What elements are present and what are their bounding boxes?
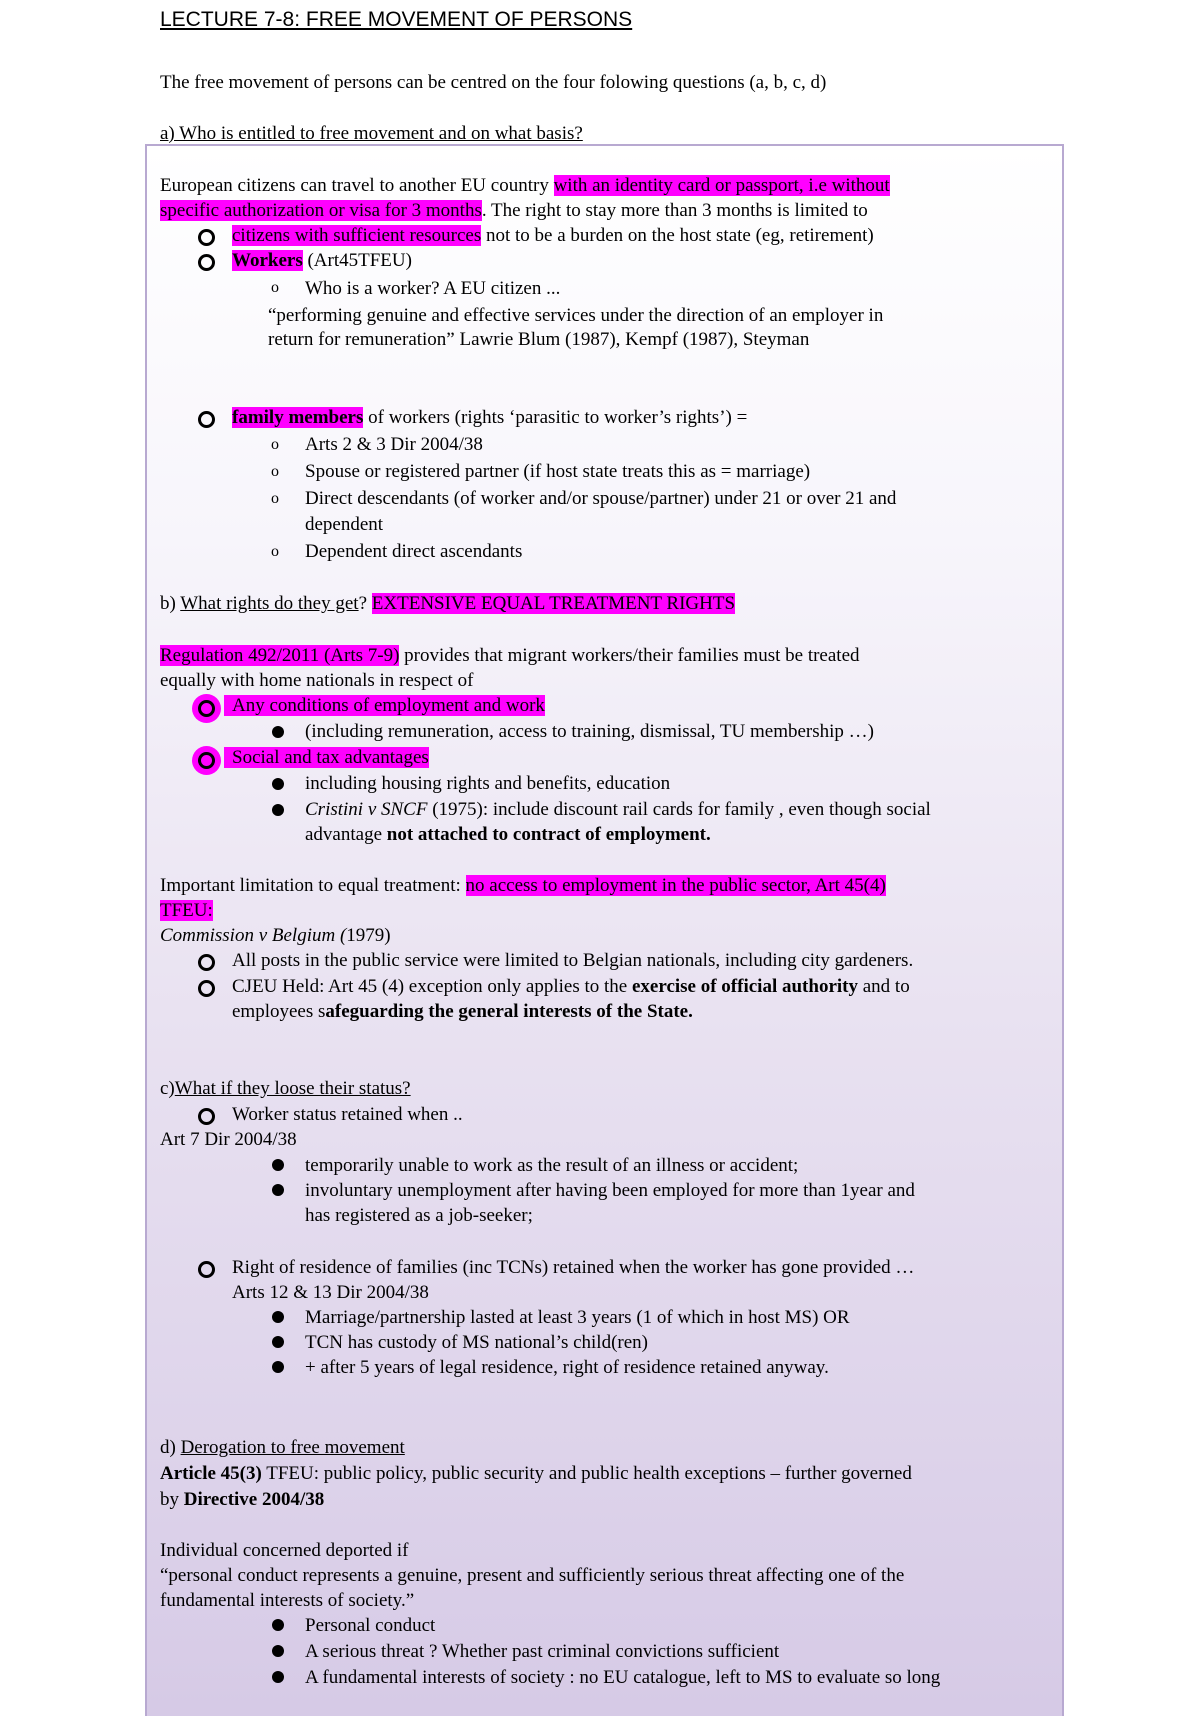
residence-sub1: Marriage/partnership lasted at least 3 years (1 of which in host MS) OR [305,1307,850,1328]
residence-sub3: + after 5 years of legal residence, right of residence retained anyway. [305,1357,829,1378]
section-a-p1-line2: specific authorization or visa for 3 months. The right to stay more than 3 months is limited to [160,200,868,221]
bullet-workers: Workers (Art45TFEU) [232,250,412,271]
residence-sub2: TCN has custody of MS national’s child(ren) [305,1332,649,1353]
hollow-bullet-icon [198,700,215,717]
hollow-bullet-icon [198,254,215,271]
filled-bullet-icon [272,1361,284,1373]
hollow-bullet-icon [198,980,215,997]
regulation-line1: Regulation 492/2011 (Arts 7-9) provides that migrant workers/their families must be treated [160,645,860,666]
case-title: Commission v Belgium (1979) [160,925,391,946]
quote-line2: return for remuneration” Lawrie Blum (1987), Kempf (1987), Steyman [268,329,810,350]
sub-descendants-cont: dependent [305,514,384,535]
filled-bullet-icon [272,726,284,738]
bullet-conditions: Any conditions of employment and work [224,695,545,717]
filled-bullet-icon [272,1184,284,1196]
social-sub1: including housing rights and benefits, education [305,773,671,794]
section-d-heading: d) Derogation to free movement [160,1437,405,1458]
conditions-sub: (including remuneration, access to training, dismissal, TU membership …) [305,721,874,742]
article-line2: by Directive 2004/38 [160,1489,325,1510]
section-a-heading: a) Who is entitled to free movement and on what basis? [160,123,583,144]
sub-bullet-icon: o [271,490,279,507]
case-bullet1: All posts in the public service were limited to Belgian nationals, including city gardeners. [232,950,914,971]
limitation-line2: TFEU: [160,900,213,921]
case-bullet2: CJEU Held: Art 45 (4) exception only applies to the exercise of official authority and to [232,976,910,997]
filled-bullet-icon [272,778,284,790]
sub-bullet-icon: o [271,543,279,560]
quote-line1: “performing genuine and effective services under the direction of an employer in [268,305,884,326]
status-sub1: temporarily unable to work as the result of an illness or accident; [305,1155,799,1176]
limitation-line1: Important limitation to equal treatment: no access to employment in the public sector, Art 45(4) [160,875,886,896]
filled-bullet-icon [272,804,284,816]
sub-spouse: Spouse or registered partner (if host state treats this as = marriage) [305,461,811,482]
residence-bullet: Right of residence of families (inc TCNs) retained when the worker has gone provided … [232,1257,915,1278]
social-sub2: Cristini v SNCF (1975): include discount rail cards for family , even though social [305,799,931,820]
sub-ascendants: Dependent direct ascendants [305,541,523,562]
hollow-bullet-icon [198,1261,215,1278]
status-art: Art 7 Dir 2004/38 [160,1129,297,1150]
filled-bullet-icon [272,1311,284,1323]
deport-quote2: fundamental interests of society.” [160,1590,415,1611]
social-sub3: advantage not attached to contract of employment. [305,824,711,845]
status-sub2-cont: has registered as a job-seeker; [305,1205,533,1226]
section-a-p1-line1: European citizens can travel to another EU country with an identity card or passport, i.e without [160,175,890,196]
case-bullet2-cont: employees safeguarding the general interests of the State. [232,1001,693,1022]
deport-quote1: “personal conduct represents a genuine, present and sufficiently serious threat affecting one of the [160,1565,905,1586]
residence-art: Arts 12 & 13 Dir 2004/38 [232,1282,429,1303]
filled-bullet-icon [272,1645,284,1657]
deport-sub2: A serious threat ? Whether past criminal convictions sufficient [305,1641,780,1662]
hollow-bullet-icon [198,1108,215,1125]
filled-bullet-icon [272,1336,284,1348]
hollow-bullet-icon [198,954,215,971]
bullet-family-members: family members of workers (rights ‘parasitic to worker’s rights’) = [232,407,748,428]
sub-bullet-icon: o [271,436,279,453]
hollow-bullet-icon [198,229,215,246]
deport-sub1: Personal conduct [305,1615,436,1636]
deport-sub3: A fundamental interests of society : no EU catalogue, left to MS to evaluate so long [305,1667,941,1688]
sub-arts: Arts 2 & 3 Dir 2004/38 [305,434,483,455]
status-sub2: involuntary unemployment after having been employed for more than 1year and [305,1180,915,1201]
intro-text: The free movement of persons can be centred on the four folowing questions (a, b, c, d) [160,72,827,93]
deport-line: Individual concerned deported if [160,1540,409,1561]
sub-descendants: Direct descendants (of worker and/or spouse/partner) under 21 or over 21 and [305,488,897,509]
section-b-heading: b) What rights do they get? EXTENSIVE EQUAL TREATMENT RIGHTS [160,593,736,614]
hollow-bullet-icon [198,752,215,769]
filled-bullet-icon [272,1159,284,1171]
page-title: LECTURE 7-8: FREE MOVEMENT OF PERSONS [160,8,633,31]
section-c-heading: c)What if they loose their status? [160,1078,411,1099]
bullet-sufficient-resources: citizens with sufficient resources not to be a burden on the host state (eg, retirement) [232,225,874,246]
bullet-social-tax: Social and tax advantages [224,747,429,769]
article-line1: Article 45(3) TFEU: public policy, public security and public health exceptions – further governed [160,1463,912,1484]
sub-bullet-icon: o [271,279,279,296]
filled-bullet-icon [272,1671,284,1683]
regulation-line2: equally with home nationals in respect of [160,670,474,691]
sub-bullet-icon: o [271,463,279,480]
filled-bullet-icon [272,1619,284,1631]
status-bullet1: Worker status retained when .. [232,1104,463,1125]
hollow-bullet-icon [198,411,215,428]
sub-who-is-worker: Who is a worker? A EU citizen ... [305,278,561,299]
